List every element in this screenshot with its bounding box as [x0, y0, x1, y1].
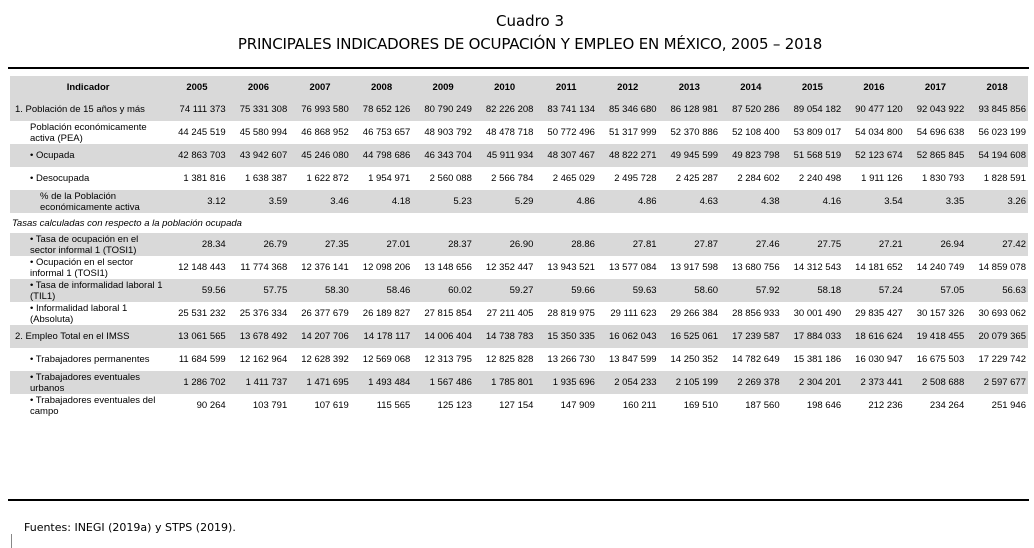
table-row [10, 394, 1028, 417]
cell-value: 29 266 384 [670, 308, 719, 319]
cell-value: 28.37 [412, 233, 474, 256]
header-year: 2008 [351, 76, 413, 98]
cell-value: 1 638 387 [244, 173, 288, 184]
cell-value: 52 108 400 [732, 127, 780, 138]
cell-value: 45 246 080 [289, 144, 351, 167]
cell-value: 1 622 872 [306, 173, 349, 184]
table-caption-title: PRINCIPALES INDICADORES DE OCUPACIÓN Y EMPLEO EN MÉXICO, 2005 – 2018 [237, 35, 823, 53]
cell-value: 14 178 117 [351, 325, 413, 348]
table-row [10, 233, 1028, 256]
header-year: 2016 [843, 76, 905, 98]
table-row [10, 167, 1028, 190]
cell-value: 12 352 447 [485, 262, 534, 273]
cell-value: 48 822 271 [597, 144, 659, 167]
cell-value: 2 508 688 [905, 371, 967, 394]
row-label: • Trabajadores permanentes [30, 354, 150, 365]
cell-value: 4.63 [659, 190, 721, 213]
cell-value: 2 284 602 [737, 173, 780, 184]
cell-value: 169 510 [683, 400, 719, 411]
cell-value: 49 823 798 [720, 144, 782, 167]
cell-value: 27 815 854 [424, 308, 472, 319]
cell-value: 26.79 [228, 233, 290, 256]
row-label: • Tasa de informalidad laboral 1 (TIL1) [10, 279, 166, 302]
cell-value: 80 790 249 [412, 98, 474, 121]
cell-value: 29 111 623 [610, 308, 657, 319]
header-year: 2018 [966, 76, 1028, 98]
header-year: 2017 [905, 76, 967, 98]
cell-value: 251 946 [991, 400, 1026, 411]
cell-value: 12 569 068 [362, 354, 411, 365]
cell-value: 43 942 607 [228, 144, 290, 167]
cell-value: 103 791 [252, 400, 288, 411]
row-label: 2. Empleo Total en el IMSS [10, 325, 166, 348]
cell-value: 187 560 [745, 400, 780, 411]
cell-value: 28.86 [535, 233, 597, 256]
cell-value: 60.02 [412, 279, 474, 302]
cell-value: 14 312 543 [793, 262, 842, 273]
table-row [10, 371, 1028, 394]
cell-value: 11 684 599 [178, 354, 226, 365]
cell-value: 83 741 134 [535, 98, 597, 121]
cell-value: 57.92 [720, 279, 782, 302]
cell-value: 13 847 599 [608, 354, 657, 365]
cell-value: 4.18 [351, 190, 413, 213]
cell-value: 57.24 [843, 279, 905, 302]
row-label: • Trabajadores eventuales urbanos [10, 371, 166, 394]
cell-value: 13 917 598 [670, 262, 719, 273]
cell-value: 82 226 208 [474, 98, 536, 121]
cell-value: 14 240 749 [916, 262, 965, 273]
cell-value: 1 493 484 [351, 371, 413, 394]
cell-value: 12 148 443 [178, 262, 226, 273]
cell-value: 12 825 828 [485, 354, 534, 365]
cell-value: 20 079 365 [966, 325, 1028, 348]
row-label: • Ocupada [10, 144, 166, 167]
cell-value: 42 863 703 [166, 144, 228, 167]
cell-value: 51 317 999 [608, 127, 657, 138]
cell-value: 56 023 199 [978, 127, 1026, 138]
cell-value: 26.90 [474, 233, 536, 256]
cell-value: 28 856 933 [732, 308, 780, 319]
table-row [10, 256, 1028, 279]
cell-value: 1 381 816 [183, 173, 226, 184]
cell-value: 45 580 994 [239, 127, 288, 138]
cell-value: 5.29 [474, 190, 536, 213]
table-caption-number: Cuadro 3 [495, 12, 565, 30]
cell-value: 3.54 [843, 190, 905, 213]
cell-value: 14 250 352 [670, 354, 719, 365]
cell-value: 54 696 638 [916, 127, 965, 138]
cell-value: 13 577 084 [608, 262, 657, 273]
cell-value: 2 304 201 [782, 371, 844, 394]
cell-value: 53 809 017 [793, 127, 842, 138]
cell-value: 44 798 686 [351, 144, 413, 167]
cell-value: 54 194 608 [966, 144, 1028, 167]
cell-value: 12 376 141 [301, 262, 349, 273]
cell-value: 46 868 952 [301, 127, 349, 138]
cell-value: 3.59 [228, 190, 290, 213]
cell-value: 26.94 [905, 233, 967, 256]
cell-value: 46 753 657 [362, 127, 411, 138]
cell-value: 2 465 029 [552, 173, 595, 184]
cell-value: 13 266 730 [547, 354, 595, 365]
cell-value: 12 628 392 [301, 354, 349, 365]
cell-value: 14 207 706 [289, 325, 351, 348]
cell-value: 1 785 801 [474, 371, 536, 394]
cell-value: 27 211 405 [486, 308, 534, 319]
cell-value: 26 189 827 [362, 308, 411, 319]
cell-value: 12 313 795 [424, 354, 472, 365]
cell-value: 4.38 [720, 190, 782, 213]
cell-value: 16 030 947 [855, 354, 903, 365]
cell-value: 27.46 [720, 233, 782, 256]
cell-value: 3.35 [905, 190, 967, 213]
cell-value: 16 675 503 [916, 354, 965, 365]
cell-value: 125 123 [437, 400, 472, 411]
cell-value: 1 954 971 [368, 173, 411, 184]
margin-mark [11, 534, 12, 548]
cell-value: 2 495 728 [614, 173, 657, 184]
source-note: Fuentes: INEGI (2019a) y STPS (2019). [24, 521, 236, 534]
header-year: 2005 [166, 76, 228, 98]
cell-value: 1 911 126 [861, 173, 903, 184]
cell-value: 54 034 800 [855, 127, 903, 138]
table-row [10, 302, 1028, 325]
cell-value: 28.34 [166, 233, 228, 256]
row-label: • Tasa de ocupación en el sector informal 1 (TOSI1) [10, 233, 166, 256]
header-year: 2013 [659, 76, 721, 98]
row-label: % de la Población económicamente activa [10, 190, 166, 213]
cell-value: 59.56 [166, 279, 228, 302]
cell-value: 27.42 [966, 233, 1028, 256]
cell-value: 115 565 [376, 400, 411, 411]
cell-value: 16 062 043 [597, 325, 659, 348]
row-label: 1. Población de 15 años y más [10, 98, 166, 121]
cell-value: 57.05 [905, 279, 967, 302]
cell-value: 59.66 [535, 279, 597, 302]
table-row [10, 213, 1028, 233]
cell-value: 15 381 186 [793, 354, 842, 365]
cell-value: 90 477 120 [843, 98, 905, 121]
cell-value: 14 782 649 [732, 354, 780, 365]
cell-value: 198 646 [806, 400, 842, 411]
cell-value: 107 619 [314, 400, 349, 411]
cell-value: 27.35 [289, 233, 351, 256]
cell-value: 160 211 [622, 400, 657, 411]
cell-value: 17 229 742 [978, 354, 1026, 365]
cell-value: 212 236 [868, 400, 903, 411]
cell-value: 74 111 373 [166, 98, 228, 121]
cell-value: 17 239 587 [720, 325, 782, 348]
table-header-row [10, 76, 1028, 98]
cell-value: 29 835 427 [855, 308, 903, 319]
cell-value: 15 350 335 [535, 325, 597, 348]
header-indicador: Indicador [10, 76, 166, 98]
header-year: 2015 [782, 76, 844, 98]
cell-value: 13 678 492 [228, 325, 290, 348]
cell-value: 48 478 718 [485, 127, 534, 138]
cell-value: 30 693 062 [978, 308, 1026, 319]
cell-value: 78 652 126 [351, 98, 413, 121]
cell-value: 27.21 [843, 233, 905, 256]
cell-value: 58.18 [782, 279, 844, 302]
cell-value: 25 531 232 [178, 308, 226, 319]
cell-value: 1 471 695 [289, 371, 351, 394]
cell-value: 12 098 206 [362, 262, 411, 273]
cell-value: 27.87 [659, 233, 721, 256]
cell-value: 147 909 [560, 400, 595, 411]
cell-value: 27.01 [351, 233, 413, 256]
table-row [10, 279, 1028, 302]
cell-value: 27.81 [597, 233, 659, 256]
cell-value: 127 154 [499, 400, 534, 411]
cell-value: 4.86 [535, 190, 597, 213]
row-label: • Trabajadores eventuales del campo [30, 394, 156, 417]
cell-value: 52 865 845 [905, 144, 967, 167]
cell-value: 26 377 679 [301, 308, 349, 319]
cell-value: 52 370 886 [670, 127, 719, 138]
indicators-table [10, 76, 1028, 417]
cell-value: 1 286 702 [166, 371, 228, 394]
cell-value: 16 525 061 [659, 325, 721, 348]
header-year: 2014 [720, 76, 782, 98]
cell-value: 90 264 [196, 400, 226, 411]
cell-value: 13 148 656 [424, 262, 472, 273]
header-year: 2012 [597, 76, 659, 98]
cell-value: 2 240 498 [798, 173, 842, 184]
cell-value: 44 245 519 [178, 127, 226, 138]
cell-value: 48 307 467 [535, 144, 597, 167]
cell-value: 3.12 [166, 190, 228, 213]
header-year: 2011 [535, 76, 597, 98]
cell-value: 14 006 404 [412, 325, 474, 348]
cell-value: 12 162 964 [239, 354, 288, 365]
cell-value: 58.30 [289, 279, 351, 302]
cell-value: 51 568 519 [782, 144, 844, 167]
cell-value: 27.75 [782, 233, 844, 256]
table-row [10, 121, 1028, 144]
header-year: 2010 [474, 76, 536, 98]
cell-value: 1 935 696 [535, 371, 597, 394]
table-row [10, 348, 1028, 371]
cell-value: 52 123 674 [843, 144, 905, 167]
cell-value: 18 616 624 [843, 325, 905, 348]
cell-value: 14 859 078 [978, 262, 1026, 273]
row-label: • Ocupación en el sector informal 1 (TOSI1) [30, 256, 134, 279]
cell-value: 1 411 737 [228, 371, 290, 394]
cell-value: 48 903 792 [424, 127, 472, 138]
cell-value: 59.63 [597, 279, 659, 302]
cell-value: 1 567 486 [412, 371, 474, 394]
table-row [10, 190, 1028, 213]
cell-value: 2 566 784 [491, 173, 534, 184]
row-label: Población económicamente activa (PEA) [30, 121, 147, 144]
cell-value: 59.27 [474, 279, 536, 302]
cell-value: 13 943 521 [547, 262, 595, 273]
top-rule [8, 67, 1029, 69]
cell-value: 13 680 756 [732, 262, 780, 273]
cell-value: 17 884 033 [782, 325, 844, 348]
table-row [10, 144, 1028, 167]
cell-value: 25 376 334 [239, 308, 288, 319]
row-label: • Informalidad laboral 1 (Absoluta) [30, 302, 128, 325]
cell-value: 50 772 496 [547, 127, 595, 138]
cell-value: 89 054 182 [782, 98, 844, 121]
cell-value: 2 105 199 [659, 371, 721, 394]
cell-value: 14 738 783 [474, 325, 536, 348]
cell-value: 2 597 677 [966, 371, 1028, 394]
cell-value: 5.23 [412, 190, 474, 213]
cell-value: 46 343 704 [412, 144, 474, 167]
note-row-label: Tasas calculadas con respecto a la población ocupada [12, 217, 242, 229]
cell-value: 76 993 580 [289, 98, 351, 121]
cell-value: 1 830 793 [921, 173, 965, 184]
cell-value: 30 001 490 [793, 308, 842, 319]
cell-value: 75 331 308 [228, 98, 290, 121]
cell-value: 58.46 [351, 279, 413, 302]
cell-value: 28 819 975 [547, 308, 595, 319]
cell-value: 45 911 934 [474, 144, 536, 167]
cell-value: 49 945 599 [659, 144, 721, 167]
cell-value: 93 845 856 [966, 98, 1028, 121]
cell-value: 92 043 922 [905, 98, 967, 121]
cell-value: 57.75 [228, 279, 290, 302]
header-year: 2007 [289, 76, 351, 98]
cell-value: 11 774 368 [240, 262, 288, 273]
cell-value: 4.86 [597, 190, 659, 213]
bottom-rule [8, 499, 1029, 501]
cell-value: 2 425 287 [675, 173, 719, 184]
cell-value: 13 061 565 [166, 325, 228, 348]
cell-value: 85 346 680 [597, 98, 659, 121]
cell-value: 2 560 088 [429, 173, 472, 184]
cell-value: 58.60 [659, 279, 721, 302]
header-year: 2006 [228, 76, 290, 98]
table-row [10, 98, 1028, 121]
cell-value: 2 269 378 [720, 371, 782, 394]
cell-value: 3.26 [966, 190, 1028, 213]
cell-value: 56.63 [966, 279, 1028, 302]
row-label: • Desocupada [30, 173, 90, 184]
cell-value: 3.46 [289, 190, 351, 213]
cell-value: 1 828 591 [983, 173, 1026, 184]
cell-value: 86 128 981 [659, 98, 721, 121]
cell-value: 87 520 286 [720, 98, 782, 121]
cell-value: 14 181 652 [855, 262, 903, 273]
cell-value: 19 418 455 [905, 325, 967, 348]
cell-value: 2 373 441 [843, 371, 905, 394]
cell-value: 234 264 [929, 400, 965, 411]
cell-value: 2 054 233 [597, 371, 659, 394]
table-row [10, 325, 1028, 348]
cell-value: 30 157 326 [916, 308, 965, 319]
cell-value: 4.16 [782, 190, 844, 213]
header-year: 2009 [412, 76, 474, 98]
